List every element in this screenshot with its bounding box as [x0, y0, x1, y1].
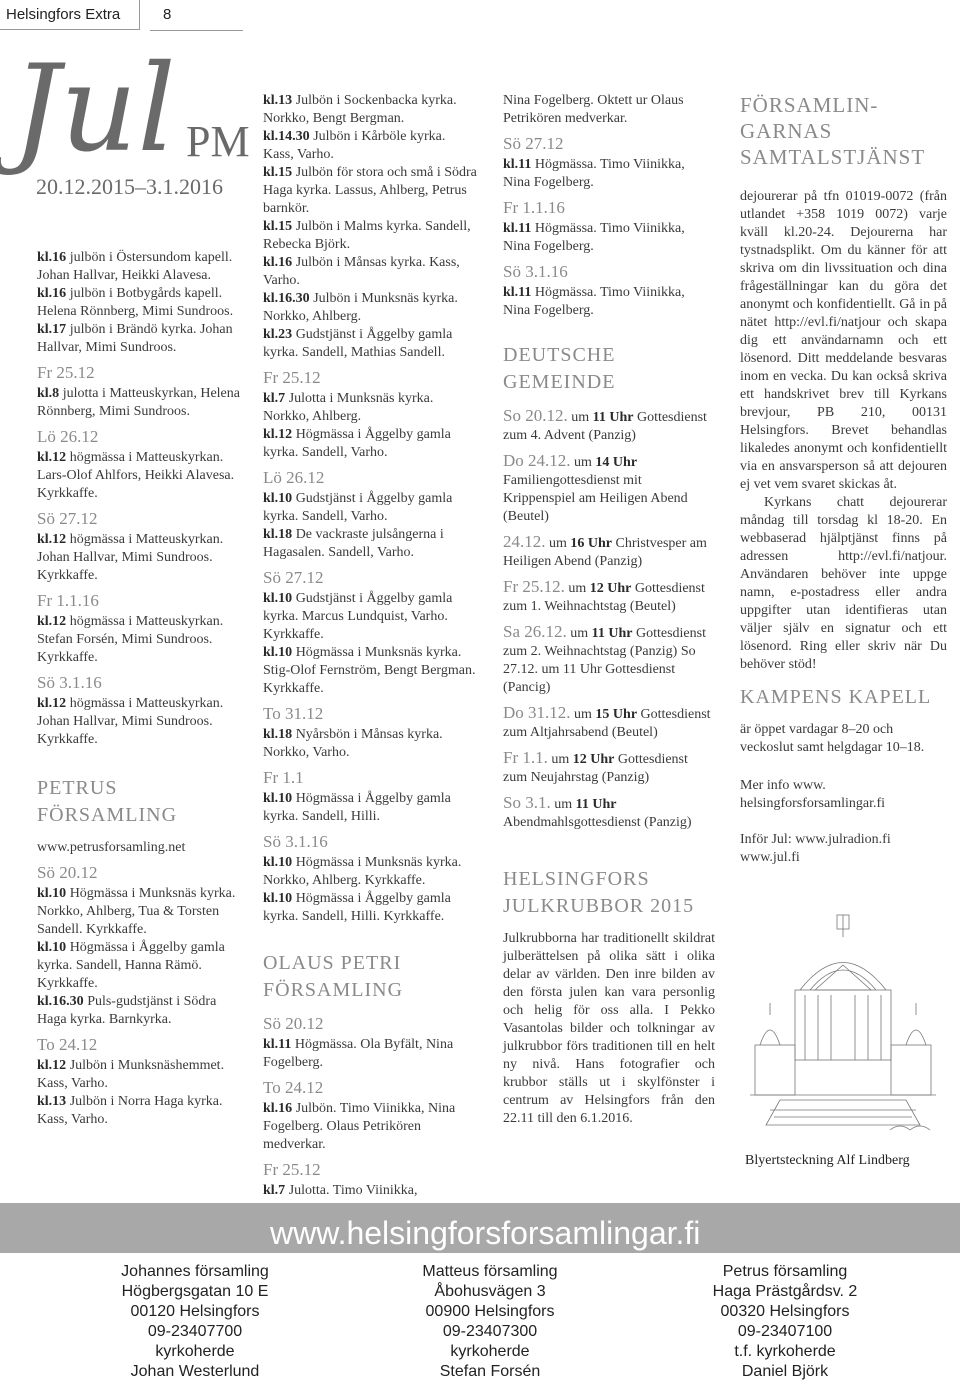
- listing-time: kl.23: [263, 327, 293, 342]
- listing-text: Julotta. Timo Viinikka,: [285, 1183, 418, 1198]
- image-caption: Blyertsteckning Alf Lindberg: [745, 1153, 910, 1168]
- listing-time: kl.10: [263, 591, 293, 606]
- listing-entry: [37, 695, 242, 749]
- address-line: Johannes församling: [121, 1263, 269, 1280]
- deutsche-text: Abendmahlsgottesdienst (Panzig): [503, 815, 692, 830]
- listing-entry: [37, 613, 242, 667]
- listing-entry: [263, 128, 478, 164]
- listing-text: högmässa i Matteuskyrkan. Johan Hallvar, Mimi Sundroos. Kyrkkaffe.: [37, 532, 224, 583]
- day-heading: Sö 20.12: [37, 863, 98, 882]
- column-3: [503, 92, 715, 1128]
- listing-time: kl.11: [503, 221, 532, 236]
- column-4: [740, 92, 947, 867]
- listing-entry: [37, 885, 242, 939]
- day-heading: Fr 1.1.16: [503, 198, 565, 217]
- listing-text: Julbön i Munksnäshemmet. Kass, Varho.: [37, 1058, 225, 1091]
- listing-entry: [263, 790, 478, 826]
- day-heading: Sö 27.12: [263, 568, 324, 587]
- cathedral-sketch-image: [740, 895, 946, 1145]
- section-title-deutsche: DEUTSCHE GEMEINDE: [503, 344, 616, 393]
- listing-time: kl.18: [263, 727, 293, 742]
- address-line: kyrkoherde: [155, 1343, 235, 1360]
- section-title-petrus: PETRUS FÖRSAMLING: [37, 777, 178, 826]
- listing-entry: [263, 326, 478, 362]
- listing-time: kl.12: [37, 532, 67, 547]
- footer-url[interactable]: www.helsingforsforsamlingar.fi: [270, 1215, 701, 1251]
- parish-address-johannes: [100, 1262, 290, 1382]
- listing-time: kl.7: [263, 1183, 286, 1198]
- listing-text: julbön i Botbygårds kapell. Helena Rönnberg, Mimi Sundroos.: [37, 286, 234, 319]
- parish-address-petrus: [690, 1262, 880, 1382]
- listing-time: kl.15: [263, 165, 293, 180]
- listing-text: högmässa i Matteuskyrkan. Lars-Olof Ahlfors, Heikki Alavesa. Kyrkkaffe.: [37, 450, 235, 501]
- listing-time: kl.12: [37, 450, 67, 465]
- listing-entry: [37, 249, 242, 285]
- listing-text: högmässa i Matteuskyrkan. Stefan Forsén, Mimi Sundroos. Kyrkkaffe.: [37, 614, 224, 665]
- listing-time: kl.16.30: [37, 994, 84, 1009]
- listing-text: Julbön i Månsas kyrka. Kass, Varho.: [263, 255, 460, 288]
- deutsche-entry: [503, 451, 715, 526]
- day-heading: Fr 25.12: [263, 368, 321, 387]
- address-line: 09-23407300: [442, 1323, 538, 1340]
- listing-text: Julbön i Kårböle kyrka. Kass, Varho.: [263, 129, 446, 162]
- day-heading: Sö 3.1.16: [503, 262, 568, 281]
- address-line: Petrus församling: [722, 1263, 848, 1280]
- listing-entry: [263, 290, 478, 326]
- listing-time: kl.8: [37, 386, 60, 401]
- listing-entry: [263, 1182, 478, 1200]
- listing-text: Högmässa i Åggelby gamla kyrka. Sandell, Hanna Rämö. Kyrkkaffe.: [37, 940, 225, 991]
- address-line: t.f. kyrkoherde: [734, 1343, 836, 1360]
- day-heading: Sö 3.1.16: [263, 832, 328, 851]
- listing-entry: [37, 321, 242, 357]
- listing-entry: [37, 285, 242, 321]
- address-line: Johan Westerlund: [130, 1363, 260, 1380]
- listing-entry: [263, 164, 478, 218]
- listing-entry: [263, 854, 478, 890]
- olaus-continued: Nina Fogelberg. Oktett ur Olaus Petrikören medverkar.: [503, 93, 684, 126]
- listing-text: Julbön i Norra Haga kyrka. Kass, Varho.: [37, 1094, 223, 1127]
- deutsche-entry: [503, 532, 715, 571]
- listing-time: kl.10: [263, 855, 293, 870]
- listing-time: kl.18: [263, 527, 293, 542]
- listing-time: kl.10: [263, 645, 293, 660]
- listing-entry: [263, 426, 478, 462]
- day-heading: To 24.12: [263, 1078, 324, 1097]
- deutsche-entry: [503, 577, 715, 616]
- listing-time: kl.16.30: [263, 291, 310, 306]
- deutsche-text: Gottesdienst zum 2. Weihnachtstag (Panzig) So 27.12. um 11 Uhr Gottesdienst (Pancig): [503, 626, 706, 695]
- listing-text: Högmässa i Munksnäs kyrka. Norkko, Ahlberg. Kyrkkaffe.: [263, 855, 462, 888]
- listing-time: kl.16: [37, 250, 67, 265]
- listing-text: högmässa i Matteuskyrkan. Johan Hallvar, Mimi Sundroos. Kyrkkaffe.: [37, 696, 224, 747]
- address-line: 00320 Helsingfors: [720, 1303, 850, 1320]
- deutsche-date: Do 31.12.: [503, 703, 571, 722]
- deutsche-entry: [503, 622, 715, 697]
- listing-text: Gudstjänst i Åggelby gamla kyrka. Marcus Lundquist, Varho. Kyrkkaffe.: [263, 591, 453, 642]
- day-heading: Fr 1.1: [263, 768, 304, 787]
- listing-text: Gudstjänst i Åggelby gamla kyrka. Sandell, Mathias Sandell.: [263, 327, 453, 360]
- address-line: Daniel Björk: [741, 1363, 829, 1380]
- listing-time: kl.16: [263, 255, 293, 270]
- listing-entry: [263, 92, 478, 128]
- address-line: Haga Prästgårdsv. 2: [712, 1283, 858, 1300]
- listing-text: Högmässa. Ola Byfält, Nina Fogelberg.: [263, 1037, 454, 1070]
- listing-time: kl.16: [263, 1101, 293, 1116]
- deutsche-time: 12 Uhr: [572, 752, 615, 767]
- samtal-title: FÖRSAMLIN-GARNAS SAMTALSTJÄNST: [740, 93, 926, 169]
- listing-entry: [37, 1057, 242, 1093]
- address-line: Åbohusvägen 3: [434, 1283, 546, 1300]
- title-jul: Jul: [12, 40, 176, 179]
- listing-entry: [37, 531, 242, 585]
- deutsche-time: 11 Uhr: [575, 797, 617, 812]
- listing-entry: [37, 939, 242, 993]
- listing-entry: [503, 156, 715, 192]
- deutsche-text: Christvesper am Heiligen Abend (Panzig): [503, 536, 707, 569]
- listing-time: kl.17: [37, 322, 67, 337]
- listing-time: kl.12: [37, 614, 67, 629]
- listing-text: Puls-gudstjänst i Södra Haga kyrka. Barnkyrka.: [37, 994, 217, 1027]
- listing-time: kl.11: [503, 157, 532, 172]
- listing-text: Högmässa i Munksnäs kyrka. Stig-Olof Fernström, Bengt Bergman. Kyrkkaffe.: [263, 645, 476, 696]
- column-2: [263, 92, 478, 1200]
- listing-text: Julotta i Munksnäs kyrka. Norkko, Ahlberg.: [263, 391, 434, 424]
- listing-entry: [37, 449, 242, 503]
- listing-entry: [263, 590, 478, 644]
- day-heading: Sö 27.12: [503, 134, 564, 153]
- listing-text: Högmässa i Åggelby gamla kyrka. Sandell, Hilli.: [263, 791, 451, 824]
- day-heading: Fr 25.12: [37, 363, 95, 382]
- listing-time: kl.7: [263, 391, 286, 406]
- listing-entry: [263, 726, 478, 762]
- deutsche-um: um: [564, 581, 590, 596]
- deutsche-time: 15 Uhr: [595, 707, 638, 722]
- deutsche-date: Fr 1.1.: [503, 748, 548, 767]
- listing-text: Julbön för stora och små i Södra Haga kyrka. Lassus, Ahlberg, Petrus barnkör.: [263, 165, 477, 216]
- page-number: 8: [150, 0, 243, 31]
- listing-text: julotta i Matteuskyrkan, Helena Rönnberg, Mimi Sundroos.: [37, 386, 240, 419]
- day-heading: Lö 26.12: [37, 427, 99, 446]
- listing-text: Julbön. Timo Viinikka, Nina Fogelberg. Olaus Petrikören medverkar.: [263, 1101, 456, 1152]
- listing-text: Högmässa i Munksnäs kyrka. Norkko, Ahlberg, Tua & Torsten Sandell. Kyrkkaffe.: [37, 886, 236, 937]
- deutsche-text: Gottesdienst zum 1. Weihnachtstag (Beutel): [503, 581, 705, 614]
- deutsche-text: Gottesdienst zum Altjahrsabend (Beutel): [503, 707, 711, 740]
- listing-entry: [503, 284, 715, 320]
- kampens-text-1: är öppet vardagar 8–20 och veckoslut samt helgdagar 10–18.: [740, 722, 925, 755]
- footer-banner: [0, 1203, 960, 1253]
- listing-text: Högmässa i Åggelby gamla kyrka. Sandell, Hilli. Kyrkkaffe.: [263, 891, 451, 924]
- day-heading: Fr 1.1.16: [37, 591, 99, 610]
- deutsche-time: 14 Uhr: [595, 455, 638, 470]
- deutsche-date: So 20.12.: [503, 406, 568, 425]
- listing-text: Gudstjänst i Åggelby gamla kyrka. Sandell, Varho.: [263, 491, 453, 524]
- day-heading: Sö 20.12: [263, 1014, 324, 1033]
- deutsche-um: um: [545, 536, 571, 551]
- column-1: [37, 249, 242, 1129]
- address-line: 00900 Helsingfors: [425, 1303, 555, 1320]
- deutsche-date: 24.12.: [503, 532, 546, 551]
- listing-entry: [503, 220, 715, 256]
- listing-entry: [263, 254, 478, 290]
- listing-time: kl.13: [263, 93, 293, 108]
- parish-address-matteus: [395, 1262, 585, 1382]
- day-heading: Sö 27.12: [37, 509, 98, 528]
- deutsche-entry: [503, 748, 715, 787]
- listing-text: Högmässa. Timo Viinikka, Nina Fogelberg.: [503, 157, 685, 190]
- listing-time: kl.11: [263, 1037, 292, 1052]
- listing-entry: [263, 890, 478, 926]
- title-dates: 20.12.2015–3.1.2016: [36, 174, 223, 199]
- title-pm: PM: [186, 117, 250, 166]
- listing-entry: [37, 993, 242, 1029]
- deutsche-um: um: [547, 752, 573, 767]
- listing-entry: [263, 218, 478, 254]
- deutsche-entry: [503, 703, 715, 742]
- kampens-title: KAMPENS KAPELL: [740, 686, 932, 708]
- listing-time: kl.10: [37, 886, 67, 901]
- listing-time: kl.12: [263, 427, 293, 442]
- address-line: Matteus församling: [422, 1263, 558, 1280]
- krubbor-text: Julkrubborna har traditionellt skildrat julberättelsen på olika sätt i olika delar av världen. Den inre bilden av den första julen kan vara personlig och helig för oss alla. I Pekko Vasantolas bilder och tolkningar av julkrubbor förs traditionen till en helt ny nivå. Hans fotografier och krubbor ställs ut i skylfönster i centrum av Helsingfors från den 22.11 till den 6.1.2016.: [503, 931, 715, 1126]
- listing-time: kl.12: [37, 1058, 67, 1073]
- section-title-olaus: OLAUS PETRI FÖRSAMLING: [263, 952, 404, 1001]
- section-title-krubbor: HELSINGFORS JULKRUBBOR 2015: [503, 868, 695, 917]
- deutsche-time: 11 Uhr: [591, 626, 633, 641]
- listing-time: kl.14.30: [263, 129, 310, 144]
- deutsche-date: Fr 25.12.: [503, 577, 565, 596]
- listing-text: Högmässa. Timo Viinikka, Nina Fogelberg.: [503, 285, 685, 318]
- samtal-text-1: dejourerar på tfn 01019-0072 (från utlandet +358 1019 0072) varje kväll kl.20-24. Dejourerna har tystnadsplikt. Om du känner för att skriva om din livssituation och dina frågeställningar kan du göra det anonymt och konfidentiellt. Gå in på nätet http://evl.fi/natjour och skapa dig ett användarnamn och ett lösenord. Ditt meddelande besvaras inom en vecka. Du kan också skriva ett handskrivet brev till Kyrkans brevjour, PB 210, 00131 Helsingfors. Brevet behandlas likaledes anonymt och konfidentiellt via en ansvarsperson så att dejouren ej vet vem svaret skickas åt.: [740, 189, 947, 492]
- kampens-text-3: Inför Jul: www.julradion.fi www.jul.fi: [740, 832, 891, 865]
- listing-time: kl.11: [503, 285, 532, 300]
- listing-text: Julbön i Sockenbacka kyrka. Norkko, Bengt Bergman.: [263, 93, 457, 126]
- day-heading: Fr 25.12: [263, 1160, 321, 1179]
- deutsche-um: um: [567, 410, 593, 425]
- listing-entry: [263, 526, 478, 562]
- listing-entry: [37, 385, 242, 421]
- deutsche-text: Gottesdienst zum Neujahrstag (Panzig): [503, 752, 688, 785]
- publication-name: Helsingfors Extra: [0, 0, 140, 30]
- listing-text: Högmässa. Timo Viinikka, Nina Fogelberg.: [503, 221, 685, 254]
- deutsche-time: 16 Uhr: [570, 536, 613, 551]
- deutsche-um: um: [566, 626, 592, 641]
- address-line: 09-23407100: [737, 1323, 833, 1340]
- listing-time: kl.10: [37, 940, 67, 955]
- listing-text: julbön i Brändö kyrka. Johan Hallvar, Mimi Sundroos.: [37, 322, 233, 355]
- listing-time: kl.10: [263, 791, 293, 806]
- day-heading: To 31.12: [263, 704, 324, 723]
- deutsche-time: 12 Uhr: [589, 581, 632, 596]
- listing-text: Julbön i Munksnäs kyrka. Norkko, Ahlberg.: [263, 291, 458, 324]
- listing-entry: [263, 490, 478, 526]
- day-heading: Lö 26.12: [263, 468, 325, 487]
- deutsche-um: um: [550, 797, 576, 812]
- listing-text: Nyårsbön i Månsas kyrka. Norkko, Varho.: [263, 727, 443, 760]
- listing-entry: [263, 390, 478, 426]
- listing-time: kl.16: [37, 286, 67, 301]
- listing-entry: [263, 1036, 478, 1072]
- jul-pm-title: [12, 40, 252, 199]
- deutsche-time: 11 Uhr: [592, 410, 634, 425]
- deutsche-date: So 3.1.: [503, 793, 551, 812]
- deutsche-entry: [503, 793, 715, 832]
- day-heading: Sö 3.1.16: [37, 673, 102, 692]
- kampens-text-2: Mer info www. helsingforsforsamlingar.fi: [740, 778, 886, 811]
- day-heading: To 24.12: [37, 1035, 98, 1054]
- samtal-text-2: Kyrkans chatt dejourerar måndag till torsdag kl 18-20. En webbaserad hjälptjänst finns på adressen http://evl.fi/natjour. Användaren behöver inte uppge namn, e-postadress eller andra uppgifter utan identifieras utan väljer själv en signatur och ett lösenord. Ring eller skriv när Du behöver stöd!: [740, 495, 947, 672]
- address-line: 00120 Helsingfors: [130, 1303, 260, 1320]
- listing-entry: [37, 1093, 242, 1129]
- address-line: Stefan Forsén: [439, 1363, 541, 1380]
- address-line: 09-23407700: [147, 1323, 243, 1340]
- deutsche-um: um: [570, 707, 596, 722]
- listing-text: De vackraste julsångerna i Hagasalen. Sandell, Varho.: [263, 527, 444, 560]
- listing-text: Julbön i Malms kyrka. Sandell, Rebecka Björk.: [263, 219, 471, 252]
- listing-text: julbön i Östersundom kapell. Johan Hallvar, Heikki Alavesa.: [37, 250, 233, 283]
- address-line: kyrkoherde: [450, 1343, 530, 1360]
- address-line: Högbergsgatan 10 E: [121, 1283, 269, 1300]
- listing-entry: [263, 644, 478, 698]
- deutsche-date: Sa 26.12.: [503, 622, 567, 641]
- deutsche-um: um: [570, 455, 596, 470]
- listing-time: kl.12: [37, 696, 67, 711]
- deutsche-text: Familiengottesdienst mit Krippenspiel am Heiligen Abend (Beutel): [503, 473, 688, 524]
- listing-time: kl.15: [263, 219, 293, 234]
- petrus-url: www.petrusforsamling.net: [37, 840, 186, 855]
- listing-entry: [263, 1100, 478, 1154]
- listing-text: Högmässa i Åggelby gamla kyrka. Sandell, Varho.: [263, 427, 451, 460]
- listing-time: kl.13: [37, 1094, 67, 1109]
- listing-time: kl.10: [263, 491, 293, 506]
- page-header: [0, 0, 960, 31]
- deutsche-entry: [503, 406, 715, 445]
- deutsche-date: Do 24.12.: [503, 451, 571, 470]
- listing-time: kl.10: [263, 891, 293, 906]
- deutsche-text: Gottesdienst zum 4. Advent (Panzig): [503, 410, 707, 443]
